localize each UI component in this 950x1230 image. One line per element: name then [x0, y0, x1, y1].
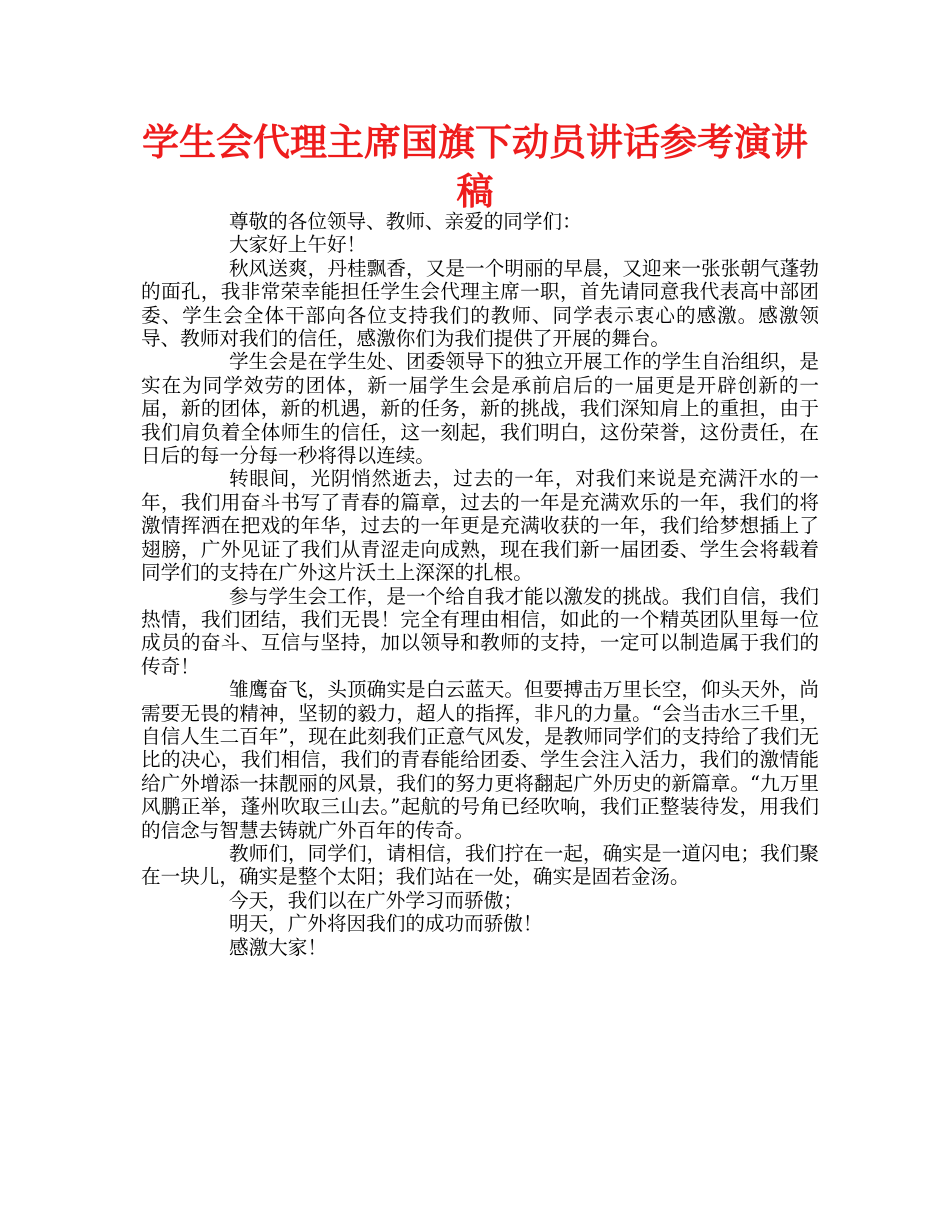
paragraph: 转眼间，光阴悄然逝去，过去的一年，对我们来说是充满汗水的一年，我们用奋斗书写了青春的篇章，过去的一年是充满欢乐的一年，我们的将激情挥洒在把戏的年华，过去的一年更是充满收获的一年，我们给梦想插上了翅膀，广外见证了我们从青涩走向成熟，现在我们新一届团委、学生会将载着同学们的支持在广外这片沃土上深深的扎根。 [141, 467, 819, 585]
closing-thanks: 感激大家！ [229, 935, 327, 959]
paragraph: 教师们，同学们，请相信，我们拧在一起，确实是一道闪电；我们聚在一块儿，确实是整个太阳；我们站在一处，确实是固若金汤。 [141, 841, 819, 889]
salutation: 尊敬的各位领导、教师、亲爱的同学们： [229, 210, 582, 233]
paragraph: 秋风送爽，丹桂飘香，又是一个明丽的早晨，又迎来一张张朝气蓬勃的面孔，我非常荣幸能担任学生会代理主席一职，首先请同意我代表高中部团委、学生会全体干部向各位支持我们的教师、同学表示衷心的感激。感激领导、教师对我们的信任，感激你们为我们提供了开展的舞台。 [141, 256, 819, 351]
document-title: 学生会代理主席国旗下动员讲话参考演讲稿 [142, 121, 808, 213]
paragraph: 参与学生会工作，是一个给自我才能以激发的挑战。我们自信，我们热情，我们团结，我们无畏！完全有理由相信，如此的一个精英团队里每一位成员的奋斗、互信与坚持，加以领导和教师的支持，一定可以制造属于我们的传奇！ [141, 584, 819, 678]
paragraph: 雏鹰奋飞，头顶确实是白云蓝天。但要搏击万里长空，仰头天外，尚需要无畏的精神，坚韧的毅力，超人的指挥，非凡的力量。“会当击水三千里，自信人生二百年”，现在此刻我们正意气风发，是教师同学们的支持给了我们无比的决心，我们相信，我们的青春能给团委、学生会注入活力，我们的激情能给广外增添一抹靓丽的风景，我们的努力更将翻起广外历史的新篇章。“九万里风鹏正举，蓬州吹取三山去。”起航的号角已经吹响，我们正整装待发，用我们的信念与智慧去铸就广外百年的传奇。 [141, 678, 819, 842]
paragraph: 学生会是在学生处、团委领导下的独立开展工作的学生自治组织，是实在为同学效劳的团体，新一届学生会是承前启后的一届更是开辟创新的一届，新的团体，新的机遇，新的任务，新的挑战，我们深知肩上的重担，由于我们肩负着全体师生的信任，这一刻起，我们明白，这份荣誉，这份责任，在日后的每一分每一秒将得以连续。 [141, 350, 819, 468]
document-body [141, 210, 819, 959]
closing-line: 明天，广外将因我们的成功而骄傲！ [229, 912, 543, 936]
greeting: 大家好上午好！ [229, 233, 367, 257]
closing-line: 今天，我们以在广外学习而骄傲； [229, 888, 523, 912]
